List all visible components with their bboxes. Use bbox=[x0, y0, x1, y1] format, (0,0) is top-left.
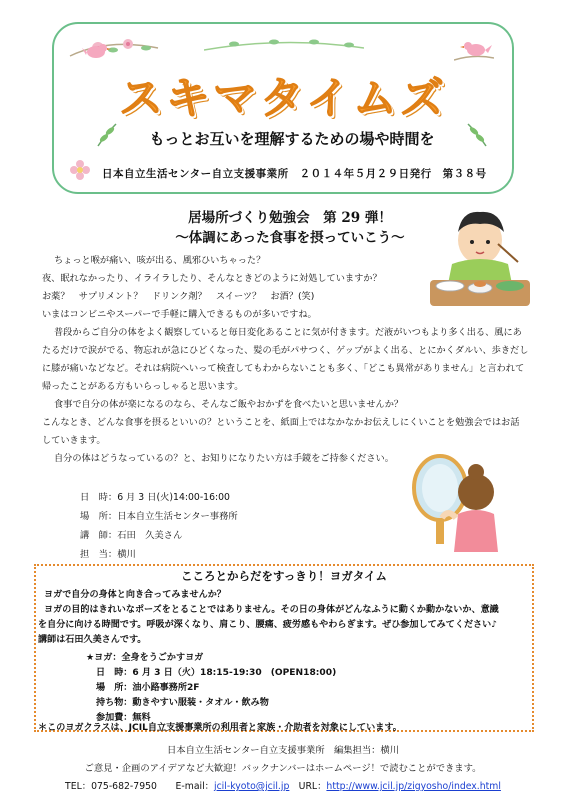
article-title: 居場所づくり勉強会 第 29 弾！ bbox=[188, 210, 392, 226]
article-paragraph: たるだけで涙がでる、物忘れが急にひどくなった、髪の毛がパサつく、ゲップがよく出る、とにかくダルい、歩きだし bbox=[42, 345, 529, 356]
yoga-note: ＊このヨガクラスは、JCIL自立支援事業所の利用者と家族・介助者を対象にしています。 bbox=[38, 723, 402, 733]
flower-icon bbox=[68, 158, 92, 182]
footer-contact bbox=[0, 778, 566, 792]
article-subtitle: ～体調にあった食事を摂っていこう～ bbox=[175, 230, 405, 246]
article-paragraph: 自分の体はどうなっているの？と、お知りになりたい方は手鏡をご持参ください。 bbox=[54, 453, 394, 464]
vine-deco-icon bbox=[204, 34, 364, 56]
issue-info: 日本自立生活センター自立支援事業所 ２０１４年５月２９日発行 第３８号 bbox=[102, 168, 487, 180]
article-paragraph: に膝が痛いなどなど。それは病院へいって検査してもわからないことも多く、「どこも異常がありません」と言われて bbox=[42, 363, 525, 374]
schedule-date: 日 時：6 月 3 日(火)14:00-16:00 bbox=[80, 492, 230, 503]
schedule-staff: 担 当：横川 bbox=[80, 549, 136, 560]
eating-boy-illustration bbox=[428, 200, 532, 308]
newsletter-banner bbox=[52, 22, 514, 194]
footer-editor: 日本自立生活センター自立支援事業所 編集担当：横川 bbox=[166, 745, 400, 756]
article-paragraph: 普段からご自分の体をよく観察していると毎日変化あることに気が付きます。だ液がいつもより多く出る、風にあ bbox=[54, 327, 522, 338]
article-paragraph: いまはコンビニやスーパーで手軽に購入できるものが多いですね。 bbox=[42, 309, 317, 320]
article-paragraph: お薬？ サプリメント？ ドリンク剤？ スイーツ？ お酒？(笑) bbox=[42, 291, 315, 302]
yoga-event-items: 持ち物：動きやすい服装・タオル・飲み物 bbox=[96, 698, 269, 708]
email-link[interactable]: jcil-kyoto@jcil.jp bbox=[213, 781, 290, 792]
yoga-text: 講師は石田久美さんです。 bbox=[38, 635, 147, 645]
article-paragraph: 帰ったことがある方もいらっしゃると思います。 bbox=[42, 381, 244, 392]
newsletter-title: スキマタイムズ bbox=[118, 73, 448, 124]
footer-tel: TEL：075-682-7950 E-mail： bbox=[65, 781, 214, 792]
yoga-event-title: ★ヨガ：全身をうごかすヨガ bbox=[86, 653, 204, 663]
yoga-event-fee: 参加費：無料 bbox=[96, 713, 151, 723]
schedule-lecturer: 講 師：石田 久美さん bbox=[80, 530, 183, 541]
yoga-text: ヨガで自分の身体と向き合ってみませんか？ bbox=[44, 590, 226, 600]
article-paragraph: 食事で自分の体が楽になるのなら、そんなご飯やおかずを食べたいと思いませんか？ bbox=[54, 399, 404, 410]
article-paragraph: ちょっと喉が痛い、咳が出る、風邪ひいちゃった？ bbox=[54, 255, 266, 266]
yoga-title: こころとからだをすっきり！ヨガタイム bbox=[180, 569, 388, 583]
newsletter-subtitle: もっとお互いを理解するための場や時間を bbox=[149, 130, 435, 148]
article-paragraph: こんなとき、どんな食事を摂るといいの？ということを、紙面上ではなかなかお伝えしにくいことを勉強会ではお話 bbox=[42, 417, 520, 428]
bird-icon bbox=[82, 38, 112, 62]
bird-icon bbox=[454, 36, 494, 64]
yoga-text: ヨガの目的はきれいなポーズをとることではありません。その日の身体がどんなふうに動くか動かないか、意識 bbox=[44, 605, 499, 615]
homepage-link[interactable]: http://www.jcil.jp/zigyosho/index.html bbox=[326, 781, 501, 792]
yoga-event-place: 場 所：油小路事務所2F bbox=[96, 683, 200, 693]
footer-url-label: URL： bbox=[289, 781, 327, 792]
mirror-girl-illustration bbox=[398, 448, 508, 558]
yoga-text: を自分に向ける時間です。呼吸が深くなり、肩こり、腰痛、疲労感もやわらぎます。ぜひ参加してみてください♪ bbox=[38, 620, 498, 630]
schedule-place: 場 所：日本自立生活センター事務所 bbox=[80, 511, 238, 522]
article-paragraph: 夜、眠れなかったり、イライラしたり、そんなときどのように対処していますか？ bbox=[42, 273, 382, 284]
yoga-announcement-box bbox=[34, 564, 534, 732]
article-paragraph: していきます。 bbox=[42, 435, 106, 446]
footer-request: ご意見・企画のアイデアなど大歓迎！バックナンバーはホームページ！で読むことができます。 bbox=[84, 763, 482, 774]
yoga-event-date: 日 時：6 月 3 日（火）18:15-19:30 (OPEN18:00) bbox=[96, 668, 337, 678]
